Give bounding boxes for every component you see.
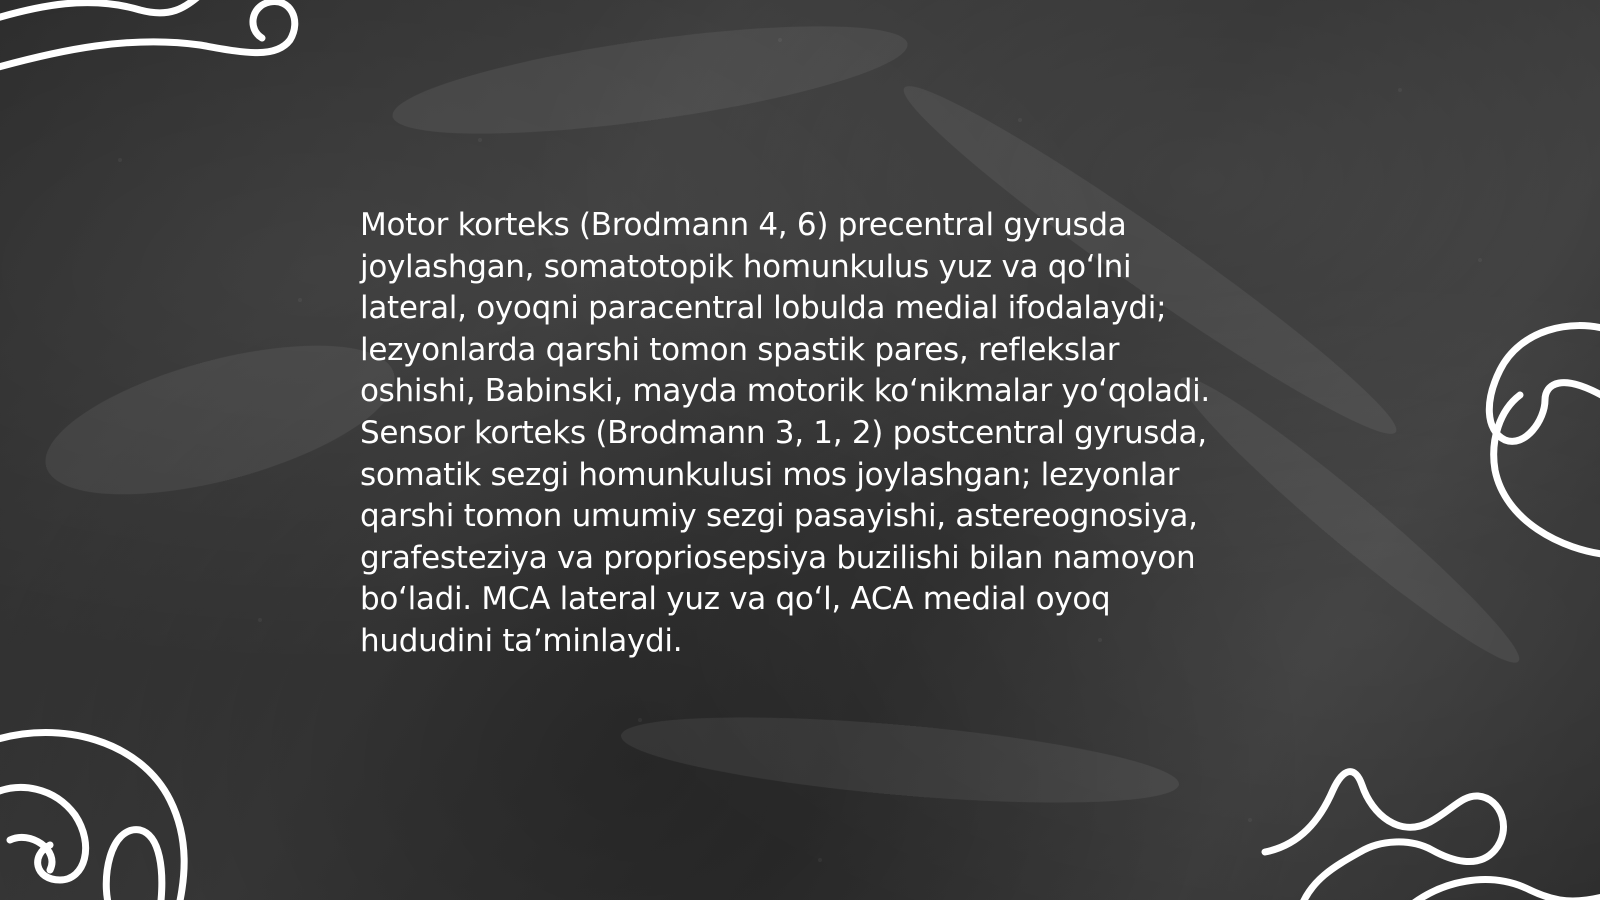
slide-body-text: Motor korteks (Brodmann 4, 6) precentral gyrusda joylashgan, somatotopik homunkulus yuz va qoʻlni lateral, oyoqni paracentral lobulda medial ifodalaydi; lezyonlarda qarshi tomon spastik pares, reflekslar oshishi, Babinski, mayda motorik koʻnikmalar yoʻqoladi. Sensor korteks (Brodmann 3, 1, 2) postcentral gyrusda, somatik sezgi homunkulusi mos joylashgan; lezyonlar qarshi tomon umumiy sezgi pasayishi, astereognosiya, grafesteziya va propriosepsiya buzilishi bilan namoyon boʻladi. MCA lateral yuz va qoʻl, ACA medial oyoq hududini taʼminlaydi. (360, 207, 1210, 659)
bottom-left-doodle (0, 733, 184, 900)
top-left-doodle (0, 0, 295, 68)
bottom-right-doodle (1265, 772, 1600, 900)
right-edge-doodle (1489, 326, 1600, 555)
